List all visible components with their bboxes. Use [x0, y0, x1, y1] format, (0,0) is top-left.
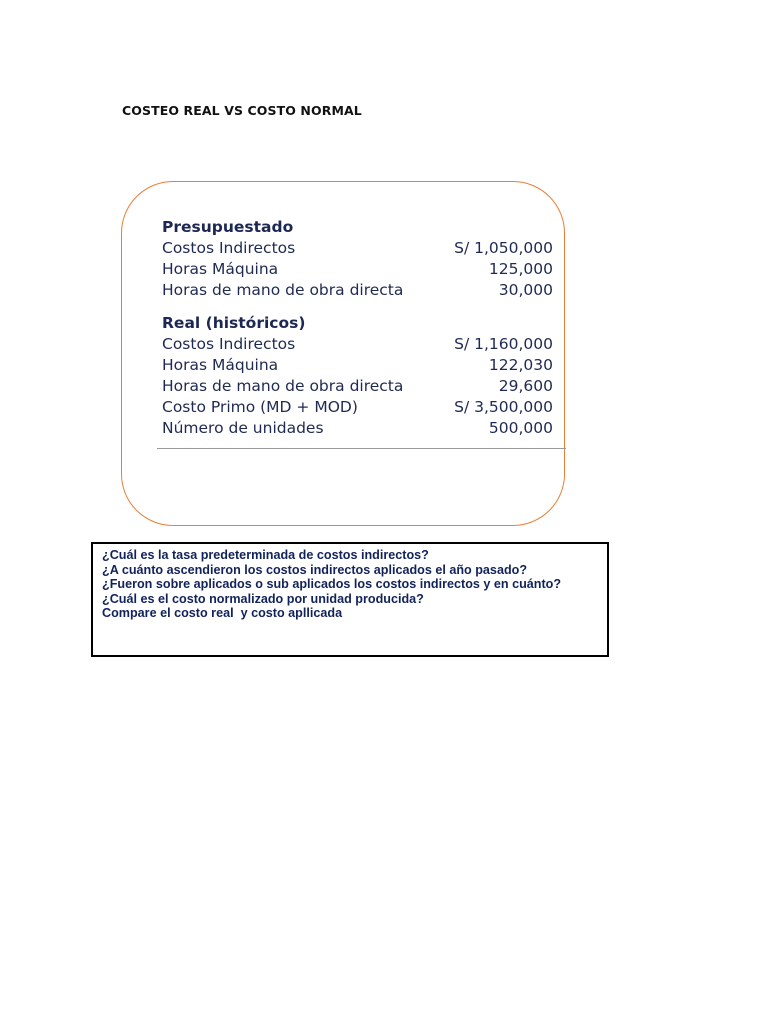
row-label: Costos Indirectos [162, 334, 296, 353]
row-value: S/ 1,160,000 [454, 334, 553, 353]
row-label: Costos Indirectos [162, 239, 296, 257]
budgeted-heading: Presupuestado [162, 218, 294, 236]
row-value: S/ 1,050,000 [454, 239, 553, 257]
row-label: Costo Primo (MD + MOD) [162, 398, 358, 417]
actual-row [162, 334, 566, 355]
row-value: 30,000 [498, 281, 553, 300]
section-spacer [162, 302, 566, 312]
row-label: Horas Máquina [162, 355, 279, 374]
question-item: ¿Cuál es la tasa predeterminada de costos indirectos? [102, 548, 429, 562]
row-label: Número de unidades [162, 419, 324, 438]
row-value: 125,000 [488, 260, 553, 279]
document-title: COSTEO REAL VS COSTO NORMAL [122, 103, 362, 118]
questions-box [91, 542, 609, 657]
row-label: Horas Máquina [162, 260, 279, 279]
actual-row [162, 355, 566, 376]
cost-data-table [162, 216, 566, 440]
budgeted-row [162, 238, 566, 259]
row-value: 29,600 [498, 376, 553, 395]
budgeted-row [162, 280, 566, 301]
row-label: Horas de mano de obra directa [162, 376, 404, 395]
question-item: ¿Fueron sobre aplicados o sub aplicados los costos indirectos y en cuánto? [102, 577, 562, 592]
row-label: Horas de mano de obra directa [162, 281, 404, 300]
actual-row [162, 418, 566, 439]
actual-row [162, 397, 566, 418]
row-value: S/ 3,500,000 [454, 398, 553, 417]
row-value: 122,030 [488, 355, 553, 374]
question-item: ¿A cuánto ascendieron los costos indirectos aplicados el año pasado? [102, 562, 528, 577]
actual-heading: Real (históricos) [162, 313, 306, 332]
table-bottom-rule [157, 448, 566, 449]
question-item: Compare el costo real y costo apllicada [102, 606, 343, 621]
budgeted-row [162, 259, 566, 280]
actual-row [162, 376, 566, 397]
row-value: 500,000 [488, 419, 553, 438]
question-item: ¿Cuál es el costo normalizado por unidad producida? [102, 591, 424, 606]
